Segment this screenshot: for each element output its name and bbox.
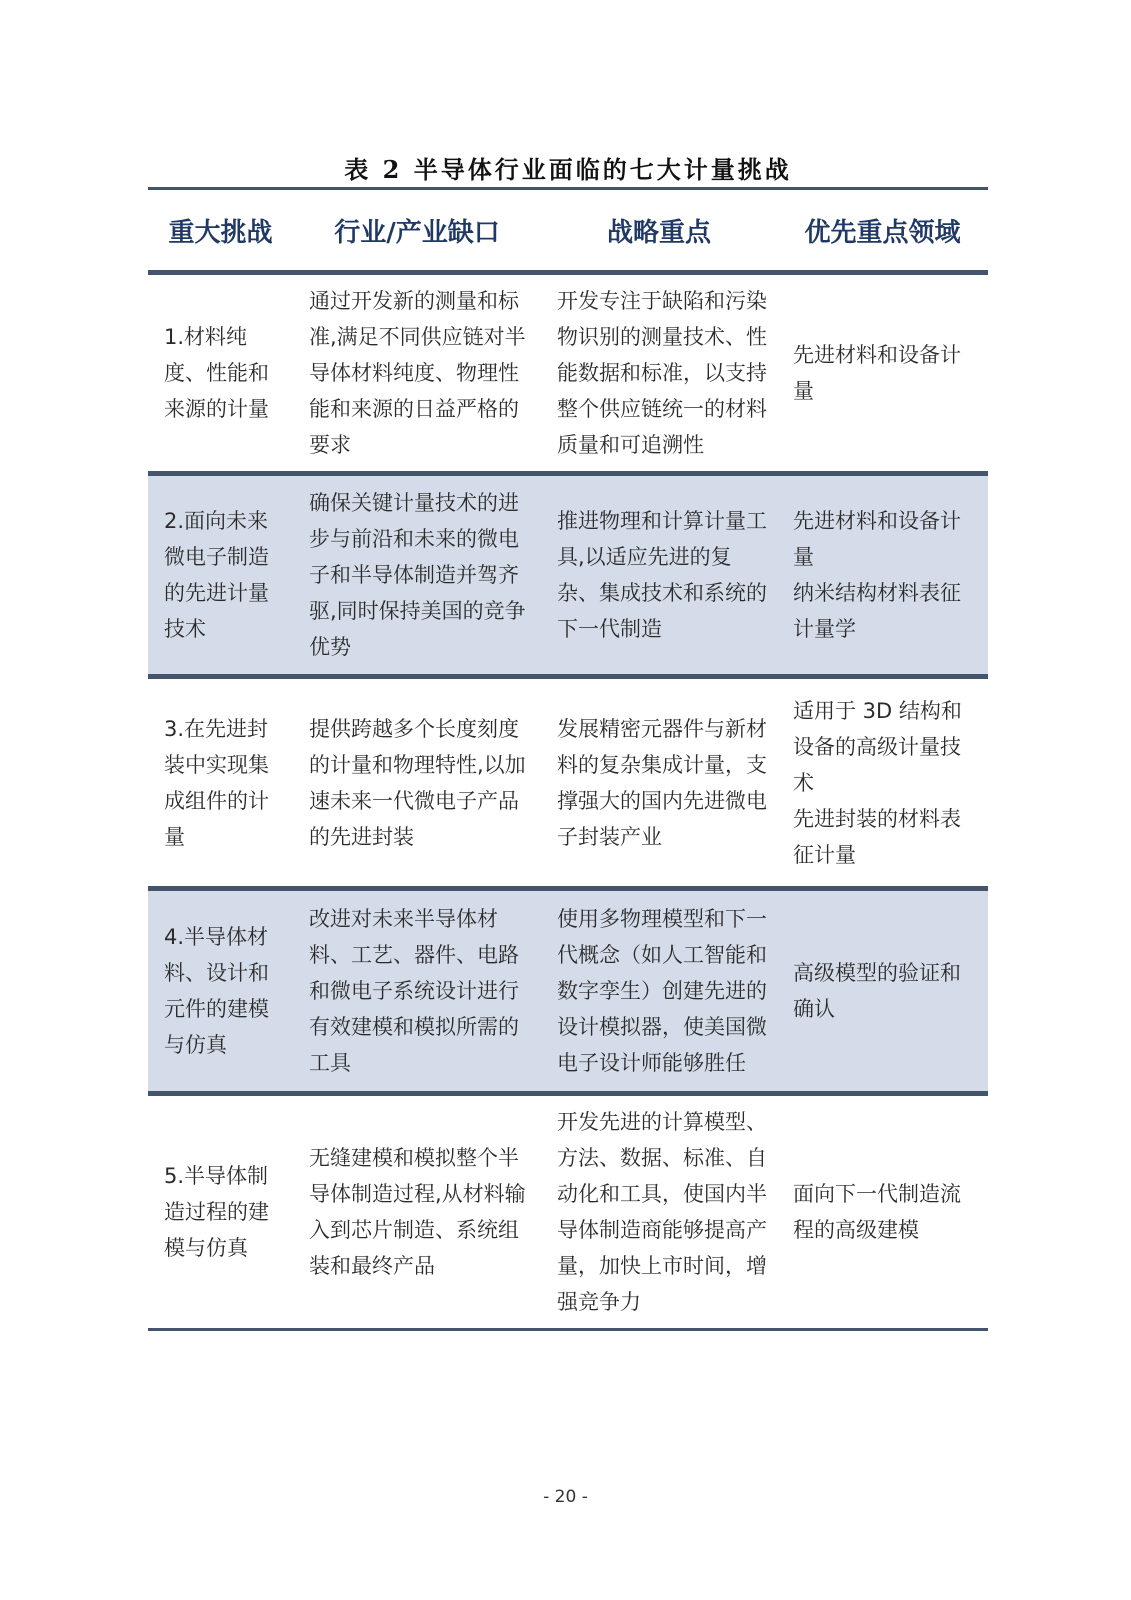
cell-gap: 提供跨越多个长度刻度的计量和物理特性,以加速未来一代微电子产品的先进封装 (293, 677, 541, 889)
cell-strategy: 发展精密元器件与新材料的复杂集成计量，支撑强大的国内先进微电子封装产业 (541, 677, 777, 889)
cell-challenge: 3.在先进封装中实现集成组件的计量 (148, 677, 293, 889)
cell-challenge: 4.半导体材料、设计和元件的建模与仿真 (148, 889, 293, 1094)
priority-item: 面向下一代制造流程的高级建模 (793, 1182, 961, 1242)
header-strategy: 战略重点 (541, 189, 777, 273)
cell-priority (777, 1094, 988, 1330)
table-row (148, 889, 988, 1094)
priority-item: 先进材料和设备计量 (793, 343, 961, 403)
cell-gap: 无缝建模和模拟整个半导体制造过程,从材料输入到芯片制造、系统组装和最终产品 (293, 1094, 541, 1330)
metrology-challenges-table (148, 187, 988, 1331)
cell-priority (777, 273, 988, 474)
cell-priority (777, 889, 988, 1094)
priority-item: 先进材料和设备计量 (793, 509, 961, 569)
cell-challenge: 2.面向未来微电子制造的先进计量技术 (148, 474, 293, 677)
priority-item: 纳米结构材料表征计量学 (793, 581, 961, 641)
cell-priority (777, 474, 988, 677)
table-header-row (148, 189, 988, 273)
cell-strategy: 开发先进的计算模型、方法、数据、标准、自动化和工具，使国内半导体制造商能够提高产量，加快上市时间，增强竞争力 (541, 1094, 777, 1330)
table-caption: 表 2 半导体行业面临的七大计量挑战 (344, 155, 792, 184)
cell-strategy: 开发专注于缺陷和污染物识别的测量技术、性能数据和标准，以支持整个供应链统一的材料质量和可追溯性 (541, 273, 777, 474)
table-row (148, 677, 988, 889)
cell-priority (777, 677, 988, 889)
header-gap: 行业/产业缺口 (293, 189, 541, 273)
header-challenge: 重大挑战 (148, 189, 293, 273)
table-row (148, 1094, 988, 1330)
cell-gap: 确保关键计量技术的进步与前沿和未来的微电子和半导体制造并驾齐驱,同时保持美国的竞争优势 (293, 474, 541, 677)
cell-challenge: 5.半导体制造过程的建模与仿真 (148, 1094, 293, 1330)
cell-strategy: 推进物理和计算计量工具,以适应先进的复杂、集成技术和系统的下一代制造 (541, 474, 777, 677)
priority-item: 先进封装的材料表征计量 (793, 806, 961, 867)
cell-strategy: 使用多物理模型和下一代概念（如人工智能和数字孪生）创建先进的设计模拟器，使美国微电子设计师能够胜任 (541, 889, 777, 1094)
priority-item: 高级模型的验证和确认 (793, 961, 961, 1021)
header-priority: 优先重点领域 (777, 189, 988, 273)
cell-challenge: 1.材料纯度、性能和来源的计量 (148, 273, 293, 474)
table-row (148, 474, 988, 677)
cell-gap: 通过开发新的测量和标准,满足不同供应链对半导体材料纯度、物理性能和来源的日益严格的要求 (293, 273, 541, 474)
cell-gap: 改进对未来半导体材料、工艺、器件、电路和微电子系统设计进行有效建模和模拟所需的工具 (293, 889, 541, 1094)
table-row (148, 273, 988, 474)
page-number: - 20 - (543, 1487, 588, 1507)
priority-item: 适用于 3D 结构和设备的高级计量技术 (793, 698, 962, 795)
